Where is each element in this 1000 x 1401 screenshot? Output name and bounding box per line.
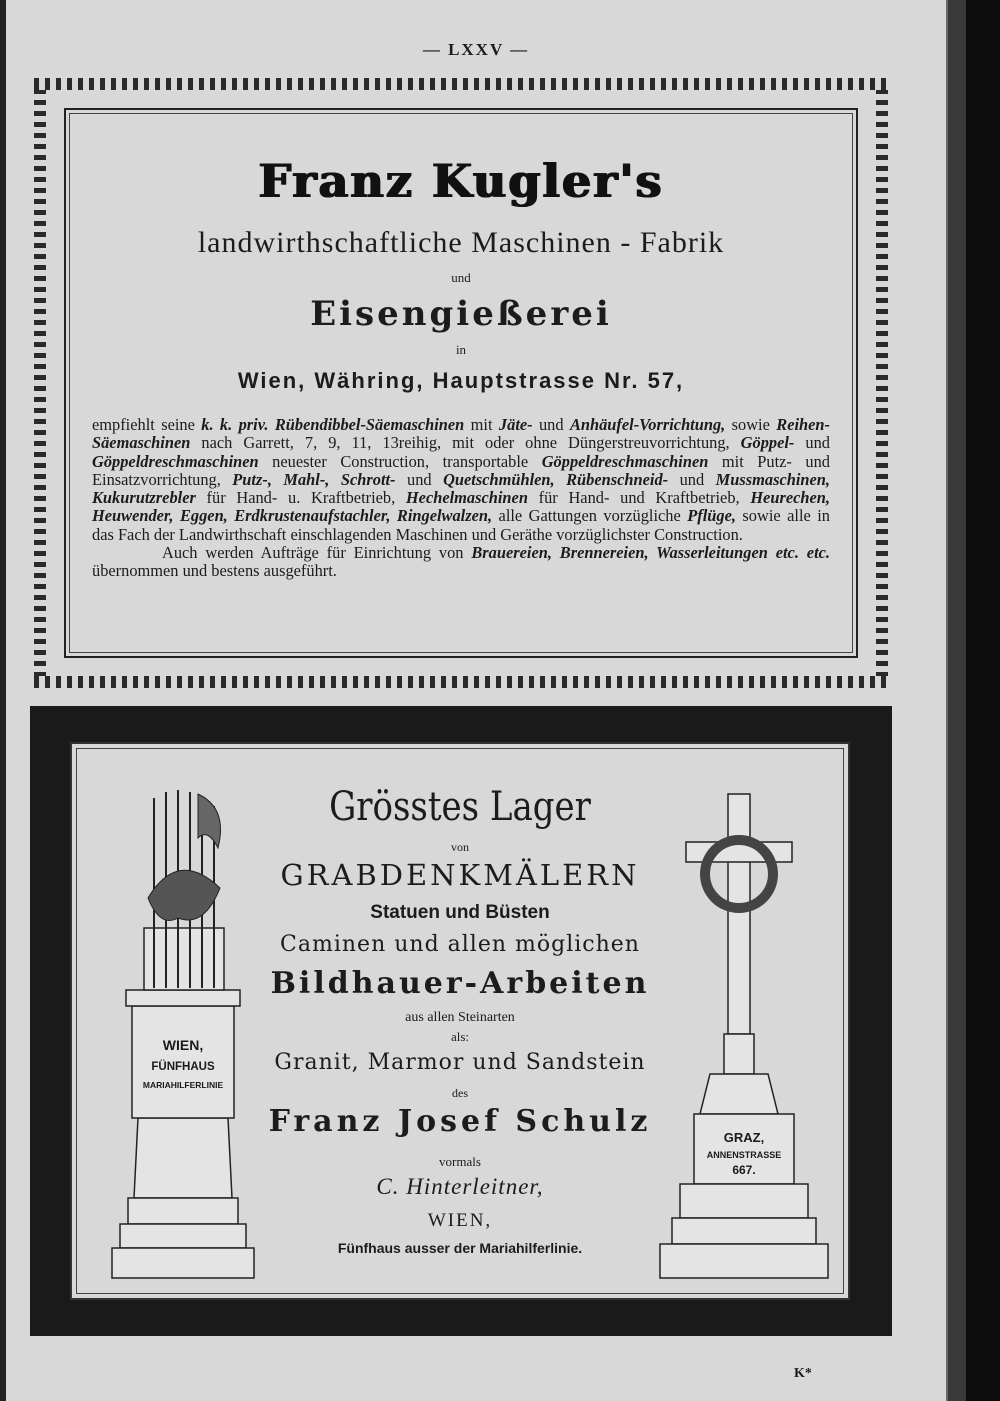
schulz-materials: Granit, Marmor und Sandstein	[274, 1050, 646, 1075]
right-plinth-line-1: GRAZ,	[723, 1130, 765, 1145]
kugler-p1-run: mit	[464, 415, 499, 434]
kugler-paragraph-1	[92, 415, 830, 544]
kugler-p1-run: Jäte-	[498, 415, 533, 434]
kugler-p2-run: Auch werden Aufträge für Einrichtung von	[162, 543, 472, 563]
schulz-advertisement-frame	[70, 742, 850, 1300]
kugler-p1-run: Hechelmaschinen	[405, 488, 528, 508]
kugler-p1-run: mit Putz- und Einsatzvorrichtung,	[92, 451, 830, 489]
schulz-location: Fünfhaus ausser der Mariahilferlinie.	[337, 1240, 583, 1256]
kugler-p1-run: für Hand- u. Kraftbetrieb,	[195, 488, 406, 508]
kugler-title: Franz Kugler's	[258, 154, 664, 208]
schulz-statuen: Statuen und Büsten	[370, 902, 550, 923]
schulz-vormals: vormals	[439, 1154, 481, 1169]
kugler-advertisement-frame	[64, 108, 858, 658]
kugler-p1-run: für Hand- und Kraftbetrieb,	[527, 488, 751, 508]
schulz-als: als:	[450, 1029, 470, 1044]
schulz-city: WIEN,	[427, 1210, 493, 1231]
kugler-p1-run: und	[668, 469, 716, 489]
left-column-monument-illustration	[108, 778, 258, 1298]
schulz-title: Grösstes Lager	[329, 784, 591, 830]
right-plinth-line-2: ANNENSTRASSE	[706, 1150, 782, 1160]
kugler-p1-run: und	[794, 433, 830, 453]
page-number: — LXXV —	[422, 40, 530, 59]
kugler-p1-run: Quetschmühlen, Rübenschneid-	[443, 469, 669, 489]
schulz-steinarten: aus allen Steinarten	[405, 1010, 515, 1025]
right-cross-monument-illustration	[650, 784, 840, 1304]
kugler-p1-run: Reihen-Säemaschinen	[92, 415, 830, 453]
schulz-bildhauer-arbeiten: Bildhauer-Arbeiten	[270, 966, 650, 1001]
left-plinth-line-1: WIEN,	[162, 1037, 204, 1053]
kugler-p1-run: Anhäufel-Vorrichtung,	[569, 415, 726, 434]
schulz-von: von	[451, 840, 469, 854]
schulz-caminen: Caminen und allen möglichen	[280, 932, 640, 957]
kugler-p1-run: neuester Construction, transportable	[258, 451, 542, 471]
kugler-address: Wien, Währing, Hauptstrasse Nr. 57,	[237, 368, 685, 393]
left-plinth-line-3: MARIAHILFERLINIE	[142, 1080, 224, 1090]
schulz-firm-name: Franz Josef Schulz	[268, 1104, 652, 1139]
kugler-subtitle: landwirthschaftliche Maschinen - Fabrik	[197, 226, 725, 259]
right-plinth-line-3: 667.	[732, 1163, 756, 1177]
schulz-predecessor: C. Hinterleitner,	[376, 1174, 544, 1199]
kugler-p1-run: Göppeldreschmaschinen	[541, 451, 709, 471]
kugler-p2-run: übernommen und bestens ausgeführt.	[92, 561, 337, 581]
kugler-p2-run: Brauereien, Brennereien, Wasserleitungen etc. etc.	[471, 543, 830, 563]
kugler-p1-run: und	[532, 415, 570, 434]
left-plinth-line-2: FÜNFHAUS	[151, 1061, 215, 1073]
schulz-advertisement	[30, 706, 892, 1336]
kugler-eisengiesserei: Eisengießerei	[310, 294, 612, 334]
kugler-in: in	[455, 342, 467, 357]
background-edge	[966, 0, 1000, 1401]
schulz-des: des	[452, 1086, 468, 1100]
kugler-p1-run: Heurechen, Heuwender, Eggen, Erdkrustenaufstachler, Ringelwalzen,	[92, 488, 830, 526]
kugler-p1-run: Pflüge,	[687, 506, 736, 526]
kugler-und: und	[451, 270, 471, 285]
signature-mark: K*	[794, 1366, 812, 1381]
kugler-p1-run: Göppel-	[740, 433, 795, 453]
kugler-paragraph-2	[92, 544, 830, 581]
kugler-p1-run: und	[395, 469, 444, 489]
kugler-p1-run: Putz-, Mahl-, Schrott-	[232, 469, 396, 489]
kugler-p1-run: empfiehlt seine	[92, 415, 202, 434]
kugler-p1-run: Mussmaschinen, Kukurutzrebler	[92, 469, 830, 508]
page-edge	[948, 0, 968, 1401]
kugler-p1-run: k. k. priv. Rübendibbel-Säemaschinen	[201, 415, 465, 434]
kugler-p1-run: alle Gattungen vorzügliche	[492, 506, 688, 526]
kugler-body-text	[92, 416, 830, 581]
kugler-p1-run: sowie	[725, 415, 777, 434]
kugler-p1-run: Göppeldreschmaschinen	[92, 451, 259, 471]
schulz-grabdenkmaelern: GRABDENKMÄLERN	[280, 858, 640, 892]
kugler-p1-run: sowie alle in das Fach der Landwirthschaft einschlagenden Maschinen und Geräthe vorzüglichster Construction.	[92, 506, 830, 544]
kugler-advertisement	[34, 78, 888, 688]
kugler-p1-run: nach Garrett, 7, 9, 11, 13reihig, mit oder ohne Düngerstreuvorrichtung,	[190, 433, 741, 453]
page	[6, 0, 948, 1401]
